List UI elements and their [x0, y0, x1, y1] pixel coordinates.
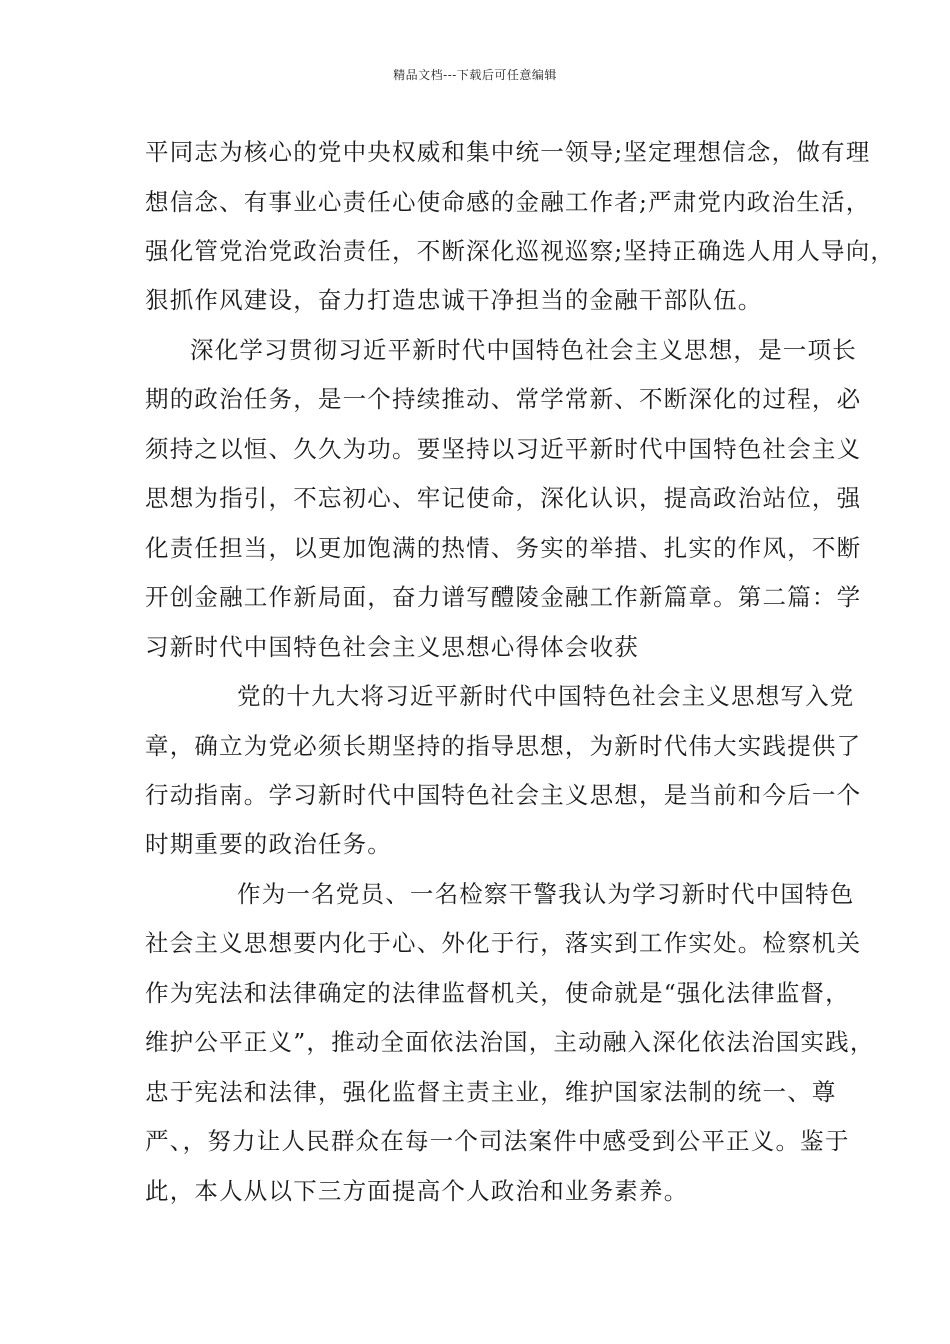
page-header: 精品文档---下载后可任意编辑 [393, 68, 557, 82]
text-line: 化责任担当，以更加饱满的热情、务实的举措、扎实的作风，不断 [145, 534, 862, 562]
text-line: 党的十九大将习近平新时代中国特色社会主义思想写入党 [237, 682, 855, 710]
text-line: 强化管党治党政治责任，不断深化巡视巡察;坚持正确选人用人导向， [145, 237, 896, 265]
text-line: 维护公平正义”，推动全面依法治国，主动融入深化依法治国实践， [145, 1028, 875, 1056]
text-line: 严、，努力让人民群众在每一个司法案件中感受到公平正义。鉴于 [145, 1127, 850, 1155]
text-line: 须持之以恒、久久为功。要坚持以习近平新时代中国特色社会主义 [145, 435, 862, 463]
text-line: 时期重要的政治任务。 [145, 830, 392, 858]
text-line: 平同志为核心的党中央权威和集中统一领导;坚定理想信念，做有理 [145, 138, 871, 166]
text-line: 章，确立为党必须长期坚持的指导思想，为新时代伟大实践提供了 [145, 732, 862, 760]
text-line: 作为一名党员、一名检察干警我认为学习新时代中国特色 [237, 880, 855, 908]
text-line: 作为宪法和法律确定的法律监督机关，使命就是“强化法律监督， [145, 979, 850, 1007]
text-line: 狠抓作风建设，奋力打造忠诚干净担当的金融干部队伍。 [145, 286, 763, 314]
text-line: 深化学习贯彻习近平新时代中国特色社会主义思想，是一项长 [190, 336, 857, 364]
text-line: 忠于宪法和法律，强化监督主责主业，维护国家法制的统一、尊 [145, 1078, 837, 1106]
text-line: 想信念、有事业心责任心使命感的金融工作者;严肃党内政治生活， [145, 188, 871, 216]
text-line: 期的政治任务，是一个持续推动、常学常新、不断深化的过程，必 [145, 385, 862, 413]
text-line: 思想为指引，不忘初心、牢记使命，深化认识，提高政治站位，强 [145, 484, 862, 512]
text-line: 社会主义思想要内化于心、外化于行，落实到工作实处。检察机关 [145, 929, 862, 957]
text-line: 此，本人从以下三方面提高个人政治和业务素养。 [145, 1177, 689, 1205]
text-line: 开创金融工作新局面，奋力谱写醴陵金融工作新篇章。第二篇：学 [145, 583, 862, 611]
text-line: 习新时代中国特色社会主义思想心得体会收获 [145, 633, 639, 661]
text-line: 行动指南。学习新时代中国特色社会主义思想，是当前和今后一个 [145, 781, 862, 809]
